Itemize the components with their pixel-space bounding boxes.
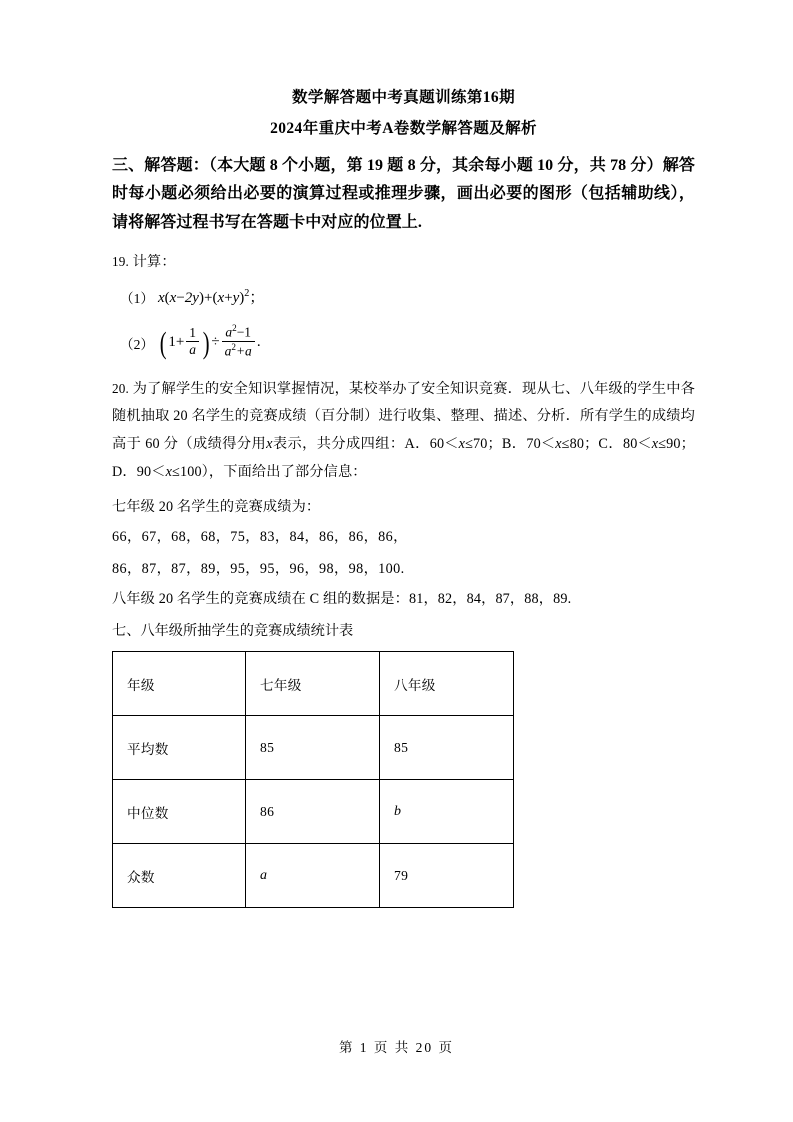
group-c-var: x — [651, 436, 659, 453]
table-header-grade8: 八年级 — [380, 652, 514, 716]
grade7-data-line-2: 86，87，87，89，95，95，96，98，98，100. — [112, 561, 405, 578]
row-label-mode: 众数 — [113, 844, 246, 908]
document-subtitle: 2024年重庆中考A卷数学解答题及解析 — [270, 119, 537, 137]
fraction-rational — [222, 324, 255, 359]
page-footer: 第 1 页 共 20 页 — [338, 1040, 455, 1055]
expr-divide: ÷ — [211, 334, 220, 351]
group-b-rest: ≤80； — [561, 436, 599, 453]
table-row — [113, 844, 514, 908]
expr-x1: x — [157, 290, 165, 307]
part-2-expression — [158, 325, 261, 360]
expr-close-paren: ) — [198, 290, 204, 307]
section-instructions: 三、解答题：（本大题 8 个小题，第 19 题 8 分，其余每小题 10 分，共 78 分）解答时每小题必须给出必要的演算过程或推理步骤，画出必要的图形（包括辅助线），请将解答过程书写在答题卡中对应的位置上. — [112, 156, 695, 231]
cell-mode-grade7 — [246, 844, 380, 908]
fraction-denominator: a — [189, 342, 197, 358]
fraction-one-over-a — [186, 326, 199, 358]
question-20-text-part-2: 表示，共分成四组：A．60＜ — [272, 436, 459, 453]
grade7-data-line-1: 66，67，68，68，75，83，84，86，86，86， — [112, 529, 408, 546]
expr-x2: x — [169, 290, 177, 307]
grade8-label: 八年级 20 名学生的竞赛成绩在 C 组的数据是：81，82，84，87，88，89. — [112, 591, 572, 608]
expr-minus: − — [176, 290, 185, 307]
question-19-number: 19. — [112, 254, 129, 269]
fraction-numerator-2 — [222, 324, 255, 342]
group-c-label: C．80＜ — [598, 436, 652, 453]
question-20-text-part-1: 为了解学生的安全知识掌握情况，某校举办了安全知识竞赛．现从七、八年级的学生中各随机抽取 20 名学生的竞赛成绩（百分制）进行收集、整理、描述、分析．所有学生的成绩均高于 60 分（成绩得分用 — [112, 380, 695, 453]
group-b-var: x — [555, 436, 562, 453]
question-19-part-1 — [112, 284, 695, 310]
question-20-number: 20. — [112, 380, 129, 396]
part-1-label: （1） — [120, 290, 154, 306]
fraction-numerator: 1 — [186, 326, 199, 343]
big-open-paren: ( — [159, 324, 167, 360]
expr-period: . — [256, 334, 261, 351]
cell-mode-grade7-value: a — [260, 868, 268, 884]
group-d-rest: ≤100），下面给出了部分信息： — [172, 463, 367, 480]
table-header-grade: 年级 — [113, 652, 246, 716]
statistics-table — [112, 651, 514, 908]
cell-mean-grade8: 85 — [380, 716, 514, 780]
question-19-prompt-text: 计算： — [132, 254, 176, 270]
den-a: a — [224, 343, 232, 359]
expr-x3: x — [217, 290, 225, 307]
row-label-median: 中位数 — [113, 780, 246, 844]
part-2-label: （2） — [120, 336, 154, 352]
expr-semicolon: ； — [249, 290, 265, 307]
question-20-var-x: x — [266, 436, 273, 453]
num-a-exp: 2 — [232, 323, 237, 334]
table-header-grade7: 七年级 — [246, 652, 380, 716]
group-a-var: x — [458, 436, 466, 453]
den-a-exp: 2 — [231, 342, 236, 353]
row-label-mean: 平均数 — [113, 716, 246, 780]
table-caption: 七、八年级所抽学生的竞赛成绩统计表 — [112, 622, 354, 639]
expr-open-paren: ( — [164, 290, 170, 307]
cell-median-grade7: 86 — [246, 780, 380, 844]
question-19-part-2 — [112, 320, 695, 366]
den-rest: +a — [235, 343, 252, 359]
group-d-var: x — [165, 463, 173, 480]
document-title: 数学解答题中考真题训练第16期 — [291, 89, 515, 106]
table-header-row — [113, 652, 514, 716]
cell-mean-grade7: 85 — [246, 716, 380, 780]
cell-median-grade8-value: b — [394, 804, 402, 820]
big-close-paren: ) — [202, 324, 210, 360]
cell-mode-grade8: 79 — [380, 844, 514, 908]
question-19-prompt — [112, 249, 695, 277]
page-content — [112, 86, 695, 908]
expr-one-plus: 1+ — [168, 334, 185, 351]
fraction-denominator-2 — [222, 342, 255, 359]
expr-2y: 2y — [184, 290, 199, 307]
num-rest: −1 — [236, 324, 252, 340]
grade7-label: 七年级 20 名学生的竞赛成绩为： — [112, 499, 321, 516]
expr-close-paren-2: ) — [239, 290, 245, 307]
expr-y: y — [232, 290, 240, 307]
expr-open-paren-2: ( — [212, 290, 218, 307]
table-row — [113, 780, 514, 844]
table-row — [113, 716, 514, 780]
expr-plus: + — [203, 290, 213, 307]
group-c-rest: ≤90；D．90＜ — [112, 436, 695, 480]
cell-median-grade8 — [380, 780, 514, 844]
expr-plus-2: + — [224, 290, 233, 307]
part-1-expression — [158, 286, 264, 307]
expr-exponent: 2 — [244, 288, 250, 300]
group-a-rest: ≤70；B．70＜ — [465, 436, 556, 453]
num-a: a — [225, 324, 233, 340]
question-20-paragraph — [112, 376, 695, 487]
